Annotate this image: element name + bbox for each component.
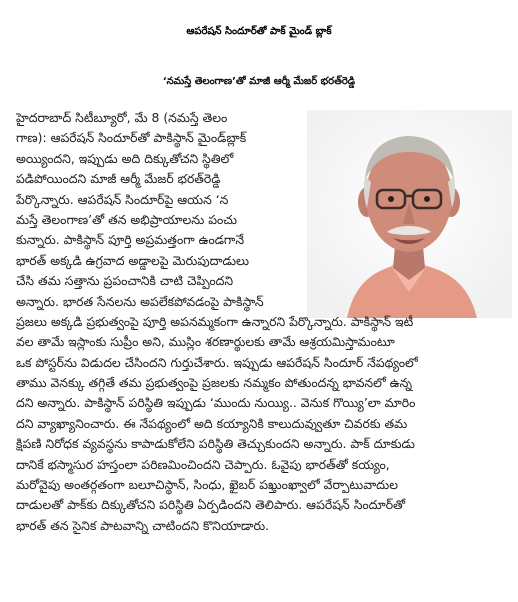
headline: ఆపరేషన్ సిందూర్‌తో పాక్ మైండ్ బ్లాక్ — [186, 26, 332, 37]
body-line: దని వ్యాఖ్యానించారు. ఈ నేపథ్యంలో అది కయ్యానికి కాలుదువ్వుతూ చివరకు తమ — [16, 415, 408, 431]
body-line: దాడులతో పాక్‌కు దిక్కుతోచని పరిస్థితి ఏర్పడిందని తెలిపారు. ఆపరేషన్ సిందూర్‌తో — [16, 497, 406, 513]
body-line: గాణ): ఆపరేషన్ సిందూర్‌తో పాకిస్థాన్ మైండ్‌బ్లాక్ — [16, 130, 247, 146]
body-line: దానికే భస్మాసుర హస్తంలా పరిణమించిందని చెప్పారు. ఓవైపు భారత్‌తో కయ్యం, — [16, 456, 390, 472]
body-line: మరోవైపు అంతర్గతంగా బలూచిస్థాన్, సింధు, ఖైబర్ పఖ్తుంఖ్వాలో వేర్పాటువాదుల — [16, 477, 399, 493]
body-line: కున్నారు. పాకిస్థాన్ పూర్తి అప్రమత్తంగా ఉండగానే — [16, 232, 245, 248]
body-line: ప్రజలు అక్కడి ప్రభుత్వంపై పూర్తి అపనమ్మకంగా ఉన్నారని పేర్కొన్నారు. పాకిస్థాన్ ఇటీ — [16, 313, 414, 329]
body-line: అయ్యిందని, ఇప్పుడు అది దిక్కుతోచని స్థితిలో — [16, 150, 234, 166]
body-line: అన్నారు. భారత సేనలను అపలేకపోవడంపై పాకిస్థాన్ — [16, 293, 264, 309]
body-line: క్షిపణి నిరోధక వ్యవస్థను కాపాడుకోలేని పరిస్థితి తెచ్చుకుందని అన్నారు. పాక్ దూకుడు — [16, 436, 415, 452]
subheadline: ‘నమస్తే తెలంగాణ’తో మాజీ ఆర్మీ మేజర్ భరత్‌రెడ్డి — [162, 76, 356, 87]
body-line: భారత్ అక్కడి ఉగ్రవాద అడ్డాలపై మెరుపుదాడులు — [16, 252, 250, 268]
body-line: వల తామే ఇస్లాంకు సుప్రీం అని, ముస్లిం శరణార్థులకు తామే ఆశ్రయమిస్తామంటూ — [16, 334, 395, 350]
body-line: ఒక పోస్టర్‌ను విడుదల చేసిందని గుర్తుచేశారు. ఇప్పుడు ఆపరేషన్ సిందూర్ నేపథ్యంలో — [16, 354, 418, 370]
body-line: మస్తే తెలంగాణ’తో తన అభిప్రాయాలను పంచు — [16, 211, 238, 227]
body-line: చేసి తమ సత్తాను ప్రపంచానికి చాటి చెప్పిందని — [16, 273, 234, 289]
body-line: హైదరాబాద్ సిటీబ్యూరో, మే 8 (నమస్తే తెలం — [16, 110, 228, 125]
body-line: పేర్కొన్నారు. ఆపరేషన్ సిందూర్‌పై ఆయన ‘న — [16, 191, 229, 207]
body-line: భారత్ తన సైనిక పాటవాన్ని చాటిందని కొనియాడారు. — [16, 517, 270, 533]
body-line: తాము వెనక్కు తగ్గితే తమ ప్రభుత్వంపై ప్రజలకు నమ్మకం పోతుందన్న భావనలో ఉన్న — [16, 375, 413, 391]
body-line: దని అన్నారు. పాకిస్థాన్ పరిస్థితి ఇప్పుడు ‘ముందు నుయ్యి.. వెనుక గొయ్యి’లా మారిం — [16, 395, 416, 411]
body-line: పడిపోయిందని మాజీ ఆర్మీ మేజర్ భరత్‌రెడ్డి — [16, 171, 221, 187]
article-body — [16, 108, 510, 536]
